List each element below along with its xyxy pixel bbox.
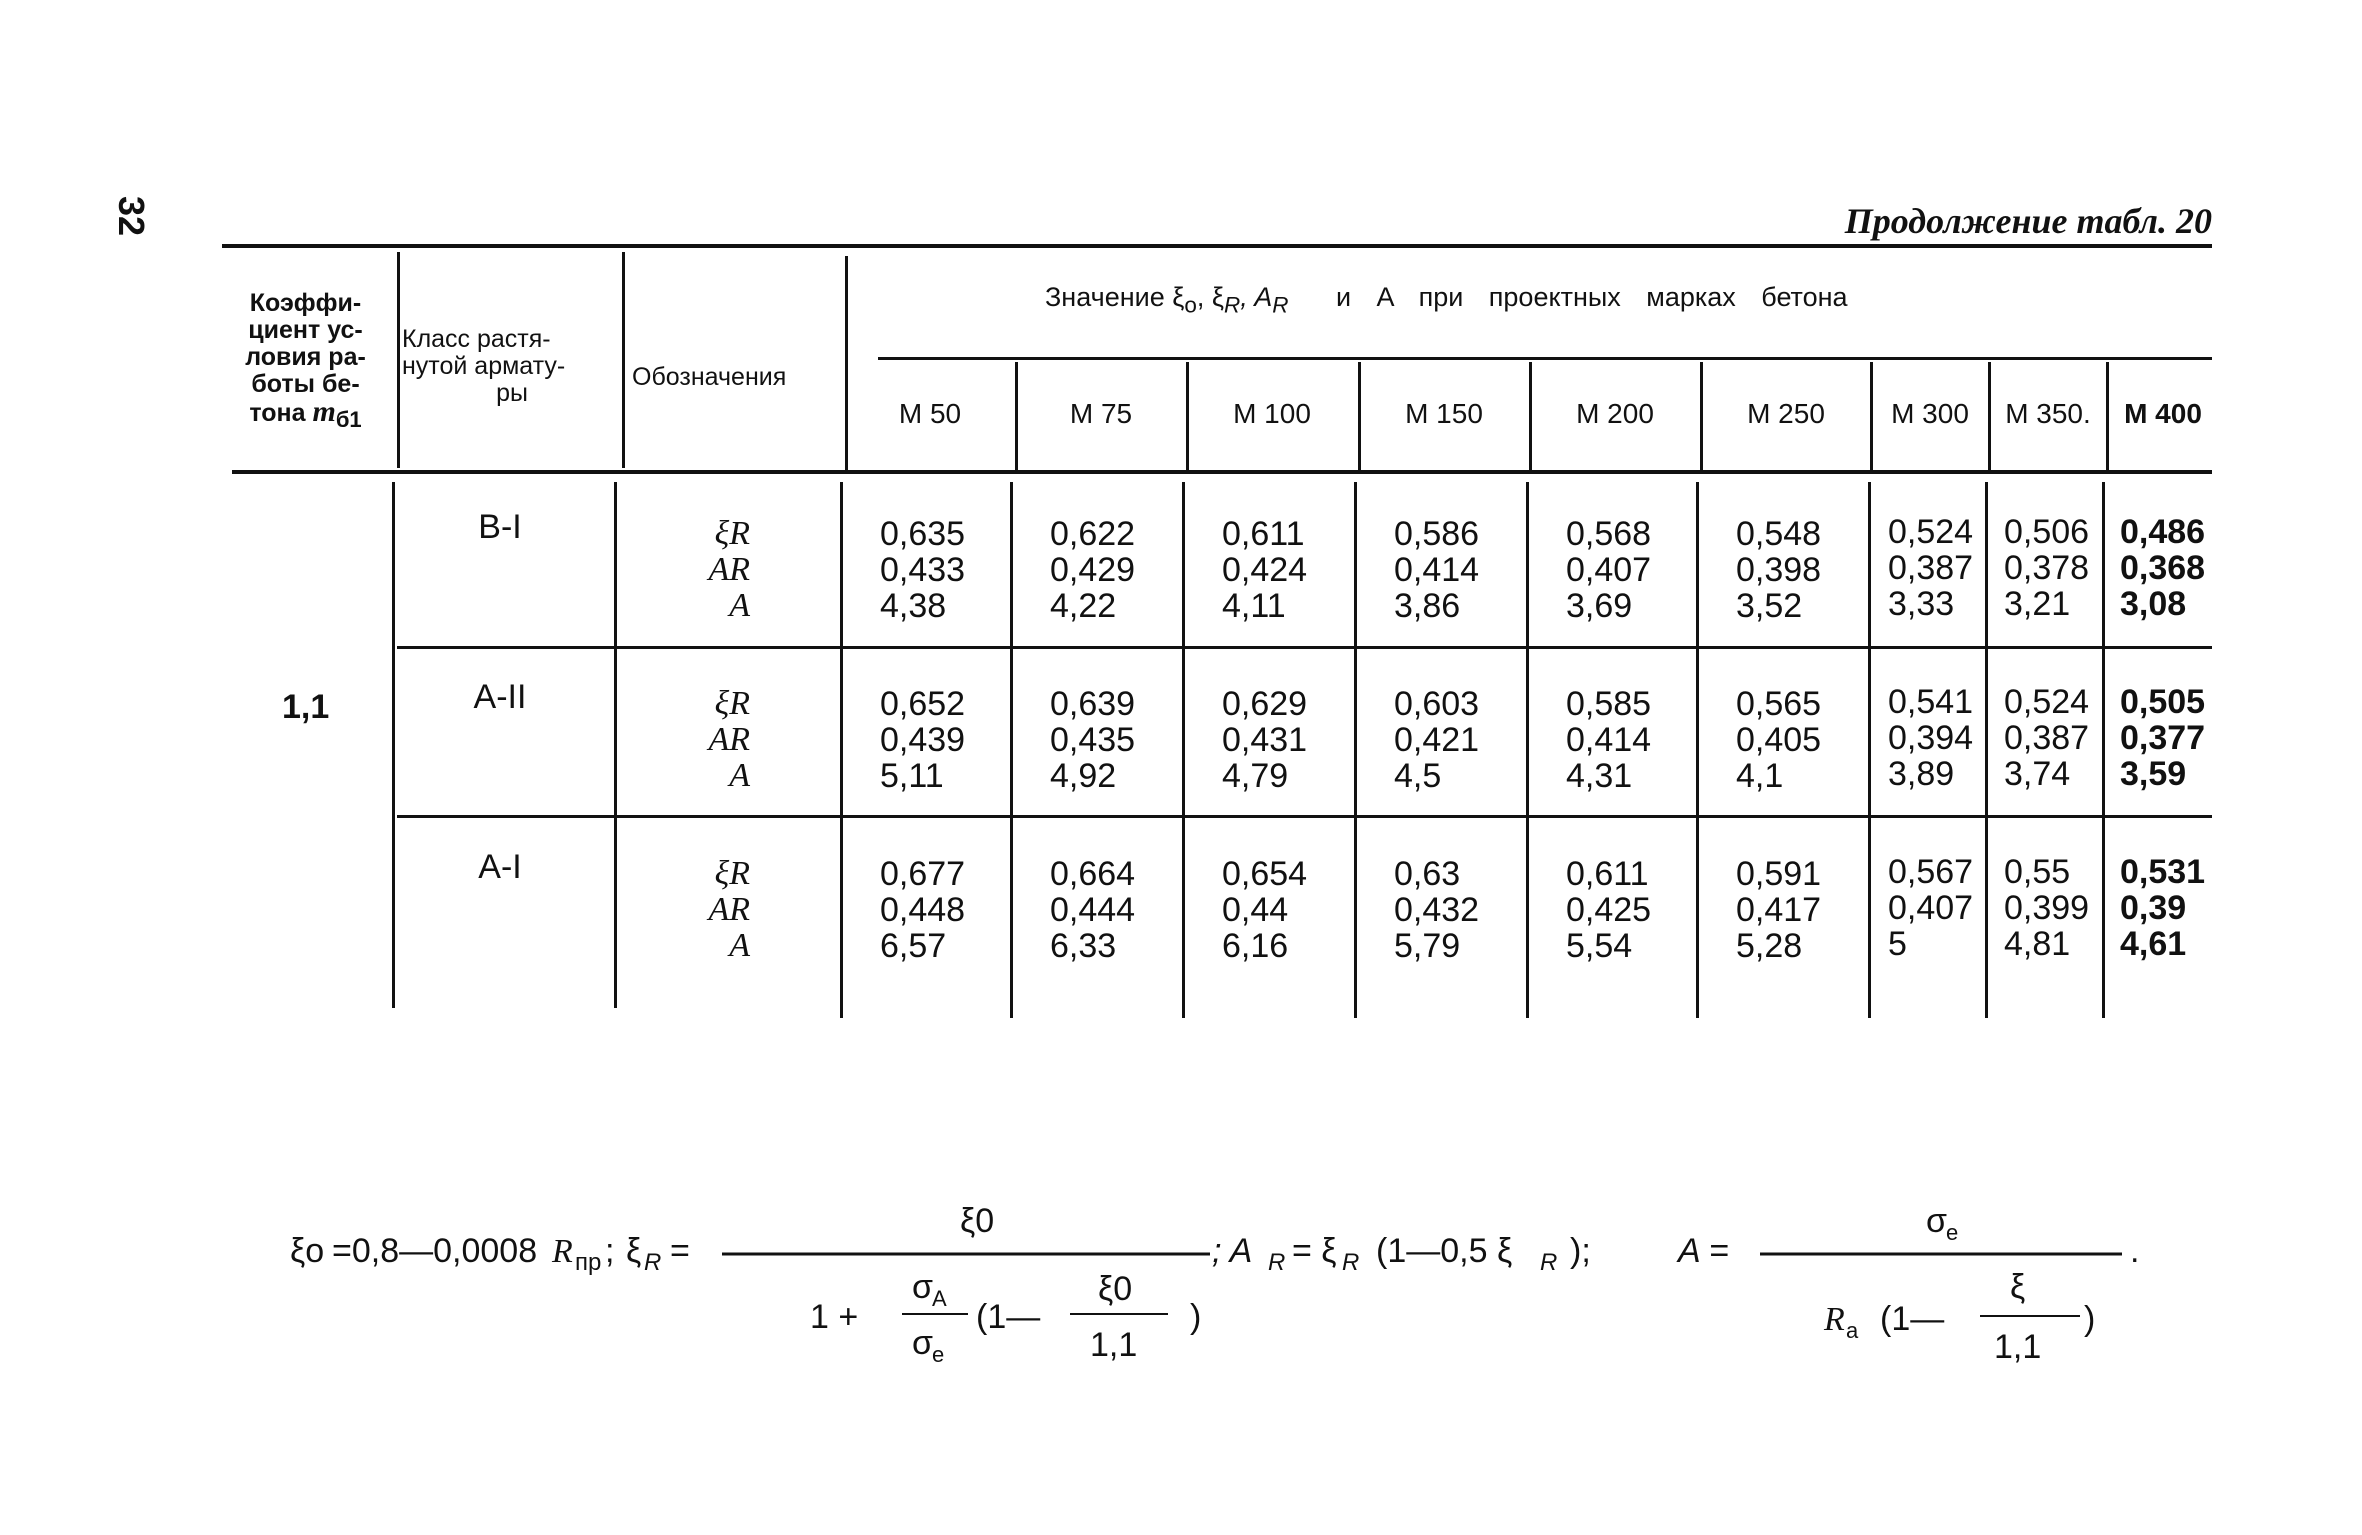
formula-AR: ; A: [1212, 1232, 1253, 1270]
cell-b1-m350: 0,506 0,378 3,21: [2004, 513, 2090, 623]
coef-word: тона: [249, 399, 306, 427]
frac1-num: ξ0: [960, 1202, 995, 1240]
body-vline-6: [1354, 482, 1357, 1018]
grade-m150: М 150: [1405, 398, 1483, 429]
vt-d: R: [1223, 292, 1241, 318]
formula-eq1: =0,8—0,0008: [332, 1232, 538, 1270]
formula-AR-tail: (1—0,5 ξ: [1376, 1232, 1513, 1270]
formula-rpr: R: [552, 1233, 573, 1270]
cell-a2-m100: 0,629 0,431 4,79: [1222, 685, 1308, 795]
grade-m300: М 300: [1891, 398, 1969, 429]
formula-AR-rhs-sub: R: [1342, 1249, 1360, 1276]
class-line-1: Класс растя-: [402, 325, 551, 353]
cell-b1-m250: 0,548 0,398 3,52: [1736, 515, 1822, 625]
formula-AR-sub: R: [1268, 1249, 1286, 1276]
formula-A-lhs: A =: [1678, 1232, 1729, 1270]
formula: [290, 1170, 2190, 1380]
frac3-close: ): [2084, 1300, 2096, 1338]
frac1-paren: (1—: [976, 1298, 1041, 1336]
hdr-vline-2: [622, 252, 625, 468]
hdr-grade-v3: [1358, 362, 1361, 470]
cell-a1-m75: 0,664 0,444 6,33: [1050, 855, 1136, 965]
frac1-inner-num: ξ0: [1098, 1270, 1133, 1308]
cell-a2-m350: 0,524 0,387 3,74: [2004, 683, 2090, 793]
body-vline-4: [1010, 482, 1013, 1018]
page-number: 32: [111, 196, 152, 237]
body-vline-3: [840, 482, 843, 1018]
vt-c: , ξ: [1196, 282, 1224, 312]
formula-rpr-sub: пр: [575, 1249, 602, 1276]
frac1-sigmaA-sub: A: [932, 1286, 947, 1311]
frac1-sigmaE-sub: e: [932, 1342, 945, 1367]
cell-a1-m400: 0,531 0,39 4,61: [2120, 853, 2206, 963]
grade-m50: М 50: [898, 398, 962, 429]
formula-eq: =: [670, 1232, 690, 1270]
hdr-grade-v4: [1529, 362, 1532, 470]
cell-a2-m150: 0,603 0,421 4,5: [1394, 685, 1480, 795]
row-sep-2: [397, 815, 2212, 818]
coefficient-value: 1,1: [282, 688, 330, 726]
frac3-xi: ξ: [2010, 1268, 2026, 1306]
frac1-inner-den: 1,1: [1090, 1326, 1138, 1364]
frac3-Ra-sub: a: [1846, 1318, 1859, 1343]
class-line-2: нутой армату-: [402, 352, 566, 380]
body-vline-10: [1985, 482, 1988, 1018]
row-class-b1: B-I: [478, 508, 522, 546]
frac1-den-pre: 1 +: [810, 1298, 859, 1336]
body-vline-2: [614, 482, 617, 1008]
header-coefficient: [218, 290, 393, 433]
row-sep-1: [397, 646, 2212, 649]
hdr-grade-v1: [1015, 362, 1018, 470]
cell-a2-m250: 0,565 0,405 4,1: [1736, 685, 1822, 795]
formula-xi0: ξо: [290, 1232, 325, 1270]
class-line-3: ры: [496, 379, 528, 407]
cell-a1-m250: 0,591 0,417 5,28: [1736, 855, 1822, 965]
formula-xiR: ξ: [626, 1232, 642, 1270]
cell-a1-m150: 0,63 0,432 5,79: [1394, 855, 1480, 965]
body-vline-8: [1696, 482, 1699, 1018]
body-vline-9: [1868, 482, 1871, 1018]
coef-line-3: ловия ра-: [245, 343, 366, 371]
hdr-vline-3: [845, 256, 848, 472]
row-symbols-a1: ξR AR A: [708, 855, 750, 964]
table-caption: Продолжение табл. 20: [1844, 201, 2212, 241]
hdr-hline-bottom: [232, 470, 2212, 474]
cell-a1-m350: 0,55 0,399 4,81: [2004, 853, 2090, 963]
cell-b1-m75: 0,622 0,429 4,22: [1050, 515, 1136, 625]
hdr-grade-v8: [2106, 362, 2109, 470]
cell-b1-m300: 0,524 0,387 3,33: [1888, 513, 1974, 623]
frac1-sigmaA: σ: [912, 1268, 933, 1306]
cell-a2-m400: 0,505 0,377 3,59: [2120, 683, 2206, 793]
coef-line-2: циент ус-: [248, 316, 363, 344]
cell-a1-m50: 0,677 0,448 6,57: [880, 855, 966, 965]
vt-g: и A при проектных марках бетона: [1335, 282, 1848, 312]
grade-m200: М 200: [1576, 398, 1654, 429]
hdr-grade-v2: [1186, 362, 1189, 470]
cell-a1-m300: 0,567 0,407 5: [1888, 853, 1974, 963]
body-vline-7: [1526, 482, 1529, 1018]
vt-f: R: [1272, 292, 1289, 318]
body-vline-1: [392, 482, 395, 1008]
hdr-grade-v5: [1700, 362, 1703, 470]
body-vline-11: [2102, 482, 2105, 1018]
vt-e: , A: [1240, 282, 1273, 312]
cell-b1-m400: 0,486 0,368 3,08: [2120, 513, 2206, 623]
formula-AR-rhs: = ξ: [1292, 1232, 1337, 1270]
cell-a2-m75: 0,639 0,435 4,92: [1050, 685, 1136, 795]
frac3-paren: (1—: [1880, 1300, 1945, 1338]
header-class: [402, 326, 622, 407]
vt-b: о: [1184, 292, 1197, 318]
cell-b1-m100: 0,611 0,424 4,11: [1222, 515, 1308, 625]
hdr-grade-v7: [1988, 362, 1991, 470]
row-symbols-b1: ξR AR A: [708, 515, 750, 624]
cell-a1-m100: 0,654 0,44 6,16: [1222, 855, 1308, 965]
cell-b1-m50: 0,635 0,433 4,38: [880, 515, 966, 625]
cell-a2-m50: 0,652 0,439 5,11: [880, 685, 966, 795]
hdr-grade-v6: [1870, 362, 1873, 470]
formula-end: .: [2130, 1232, 2140, 1270]
formula-xiR-sub: R: [644, 1249, 662, 1276]
grade-m350: М 350.: [2005, 398, 2091, 429]
frac3-num: σ: [1926, 1202, 1947, 1240]
header-designation: Обозначения: [632, 363, 787, 391]
coef-line-1: Коэффи-: [249, 289, 362, 317]
coef-symbol: m: [312, 395, 336, 428]
cell-a2-m200: 0,585 0,414 4,31: [1566, 685, 1652, 795]
row-symbols-a2: ξR AR A: [708, 685, 750, 794]
frac3-one-one: 1,1: [1994, 1328, 2042, 1366]
frac1-sigmaE: σ: [912, 1324, 933, 1362]
coef-line-4: боты бе-: [251, 370, 360, 398]
coef-line-5: [218, 395, 393, 433]
cell-b1-m150: 0,586 0,414 3,86: [1394, 515, 1480, 625]
header-values-title: [1045, 284, 1848, 318]
coef-sub: б1: [335, 407, 362, 432]
frac3-Ra: R: [1824, 1301, 1845, 1338]
top-rule: [222, 244, 2212, 248]
row-class-a2: A-II: [473, 678, 527, 716]
hdr-hline-mid: [878, 357, 2212, 360]
body-vline-5: [1182, 482, 1185, 1018]
cell-b1-m200: 0,568 0,407 3,69: [1566, 515, 1652, 625]
vt-a: Значение ξ: [1045, 282, 1185, 312]
grade-m250: М 250: [1747, 398, 1825, 429]
formula-sep: ;: [605, 1232, 615, 1270]
formula-AR-tail-sub: R: [1540, 1249, 1558, 1276]
cell-a1-m200: 0,611 0,425 5,54: [1566, 855, 1652, 965]
grade-m75: М 75: [1069, 398, 1133, 429]
frac3-num-sub: e: [1946, 1220, 1959, 1245]
frac1-close: ): [1190, 1298, 1202, 1336]
grade-m100: М 100: [1233, 398, 1311, 429]
grade-m400: М 400: [2124, 398, 2202, 429]
cell-a2-m300: 0,541 0,394 3,89: [1888, 683, 1974, 793]
hdr-vline-1: [397, 252, 400, 468]
row-class-a1: A-I: [478, 848, 522, 886]
formula-AR-close: );: [1570, 1232, 1591, 1270]
